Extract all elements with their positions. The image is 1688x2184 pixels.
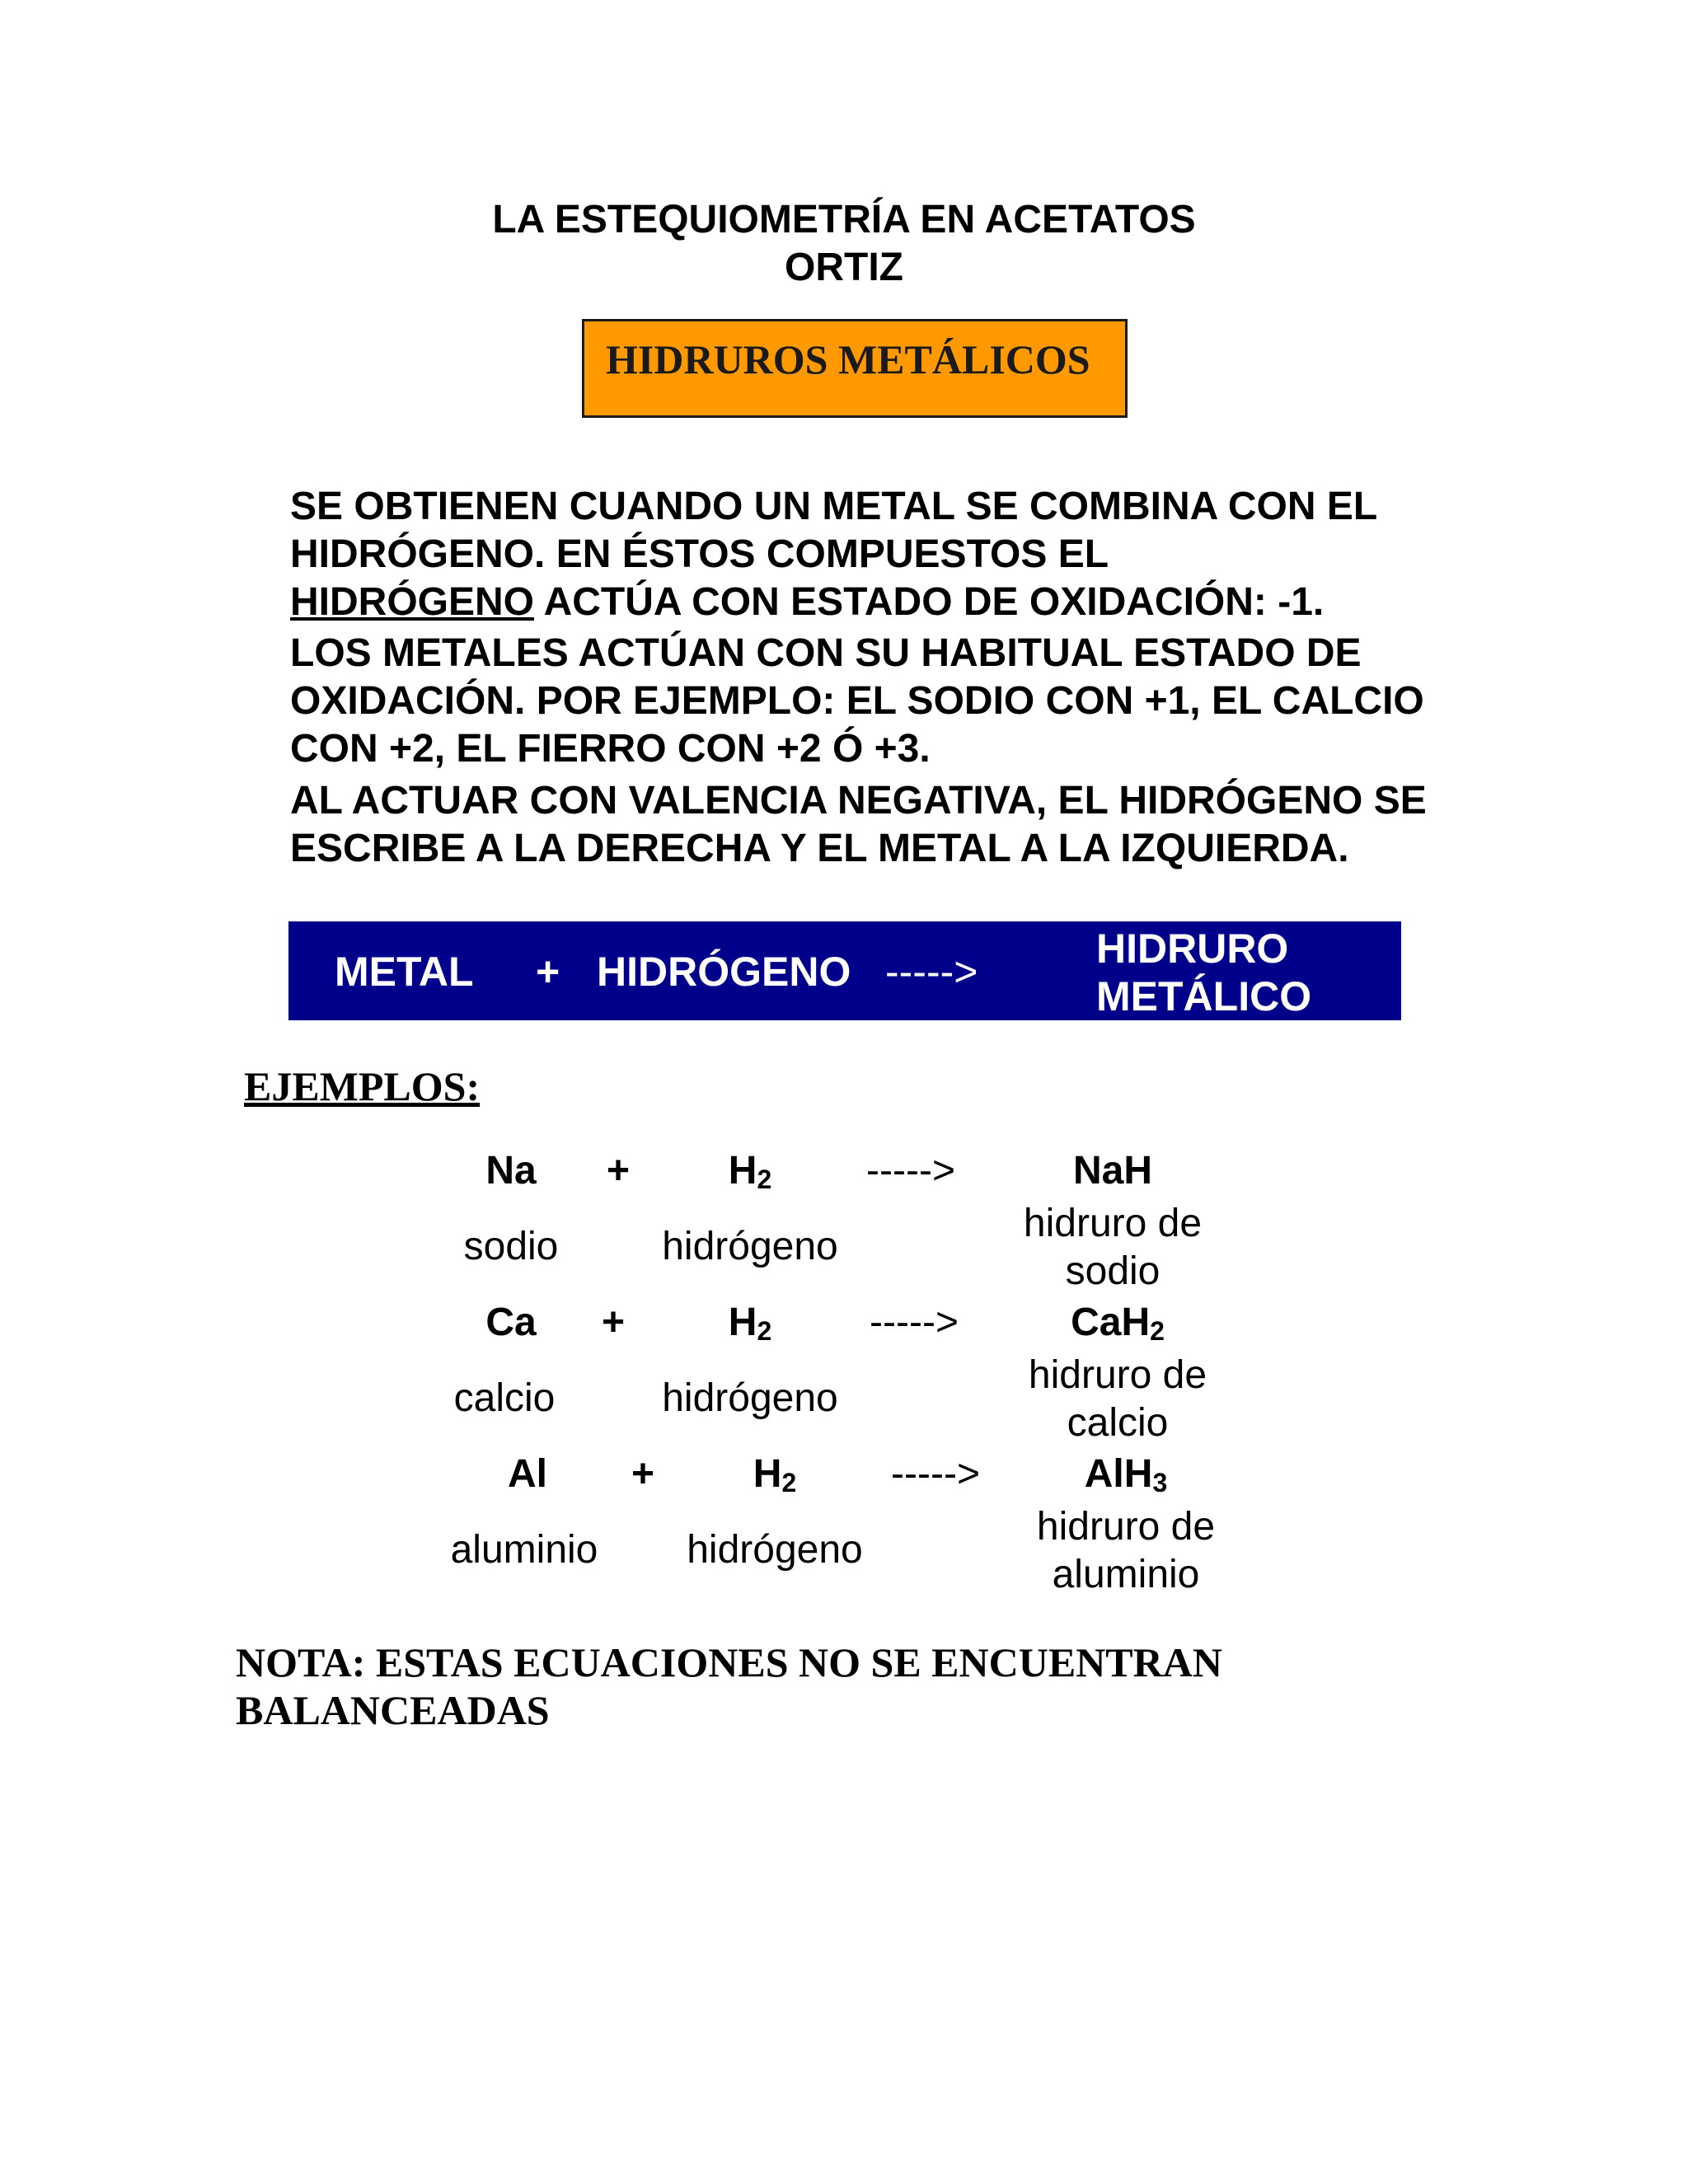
formula-plus: +: [536, 949, 560, 995]
intro-paragraph-2: LOS METALES ACTÚAN CON SU HABITUAL ESTADO DE OXIDACIÓN. POR EJEMPLO: EL SODIO CON +1, EL CALCIO CON +2, EL FIERRO CON +2 Ó +3.: [290, 631, 1424, 771]
example-hydrogen-name: hidrógeno: [687, 1528, 863, 1572]
example-arrow: ----->: [891, 1452, 980, 1496]
examples-heading: EJEMPLOS:: [244, 1063, 481, 1109]
intro-underlined-term: HIDRÓGENO: [290, 580, 535, 624]
general-formula-bar: [288, 921, 1401, 1020]
example-product-symbol: CaH: [1071, 1301, 1151, 1344]
example-product-name-1: hidruro de: [1023, 1202, 1203, 1245]
example-product-name-2: sodio: [1065, 1249, 1160, 1293]
example-metal-symbol: Na: [485, 1149, 537, 1193]
example-plus: +: [631, 1452, 655, 1496]
intro-paragraph-1-tail: ACTÚA CON ESTADO DE OXIDACIÓN: -1.: [534, 580, 1325, 624]
example-hydrogen-symbol: H: [753, 1452, 782, 1496]
example-product-name-1: hidruro de: [1036, 1505, 1216, 1549]
intro-paragraph-1: [290, 483, 1444, 626]
example-hydrogen-subscript: 2: [757, 1165, 772, 1194]
example-product-symbol: AlH: [1084, 1452, 1153, 1496]
example-metal-symbol: Ca: [485, 1301, 537, 1344]
example-metal-name: sodio: [463, 1225, 559, 1268]
page-author: ORTIZ: [785, 246, 903, 289]
example-metal-symbol: Al: [508, 1452, 547, 1496]
example-hydrogen-name: hidrógeno: [662, 1225, 838, 1268]
example-metal-name: aluminio: [450, 1528, 598, 1572]
example-hydrogen-subscript: 2: [757, 1316, 772, 1346]
example-product-formula: [1027, 1451, 1225, 1498]
note-text: NOTA: ESTAS ECUACIONES NO SE ENCUENTRAN BALANCEADAS: [236, 1639, 1222, 1733]
example-hydrogen-formula: [692, 1299, 808, 1347]
example-hydrogen-symbol: H: [728, 1301, 757, 1344]
example-hydrogen-symbol: H: [728, 1149, 757, 1193]
example-product-name-2: calcio: [1067, 1401, 1169, 1445]
intro-paragraph-1-text: SE OBTIENEN CUANDO UN METAL SE COMBINA CON EL HIDRÓGENO. EN ÉSTOS COMPUESTOS EL: [290, 485, 1377, 576]
formula-hydrogen: HIDRÓGENO: [597, 949, 851, 995]
example-product-formula: [1014, 1147, 1212, 1195]
example-hydrogen-formula: [717, 1451, 832, 1498]
example-product-name-2: aluminio: [1052, 1553, 1200, 1596]
section-heading-box: [582, 319, 1128, 418]
example-product-name-1: hidruro de: [1028, 1353, 1207, 1397]
formula-metal: METAL: [335, 949, 474, 995]
example-product-formula: [1019, 1299, 1217, 1347]
section-heading-label: HIDRUROS METÁLICOS: [606, 336, 1090, 382]
example-hydrogen-name: hidrógeno: [662, 1376, 838, 1420]
formula-result-line-1: HIDRURO: [1096, 926, 1289, 972]
intro-paragraph-3: AL ACTUAR CON VALENCIA NEGATIVA, EL HIDRÓGENO SE ESCRIBE A LA DERECHA Y EL METAL A LA IZQUIERDA.: [290, 779, 1427, 870]
example-metal-name: calcio: [453, 1376, 556, 1420]
formula-result-line-2: METÁLICO: [1096, 973, 1312, 1019]
example-plus: +: [606, 1149, 631, 1193]
example-hydrogen-formula: [692, 1147, 808, 1195]
example-product-symbol: NaH: [1072, 1149, 1153, 1193]
example-product-subscript: 2: [1150, 1316, 1165, 1346]
example-arrow: ----->: [870, 1301, 959, 1344]
example-hydrogen-subscript: 2: [781, 1468, 797, 1497]
example-product-subscript: 3: [1152, 1468, 1168, 1497]
formula-arrow: ----->: [885, 949, 978, 995]
example-plus: +: [601, 1301, 626, 1344]
page-title: LA ESTEQUIOMETRÍA EN ACETATOS: [492, 198, 1196, 241]
example-arrow: ----->: [866, 1149, 955, 1193]
